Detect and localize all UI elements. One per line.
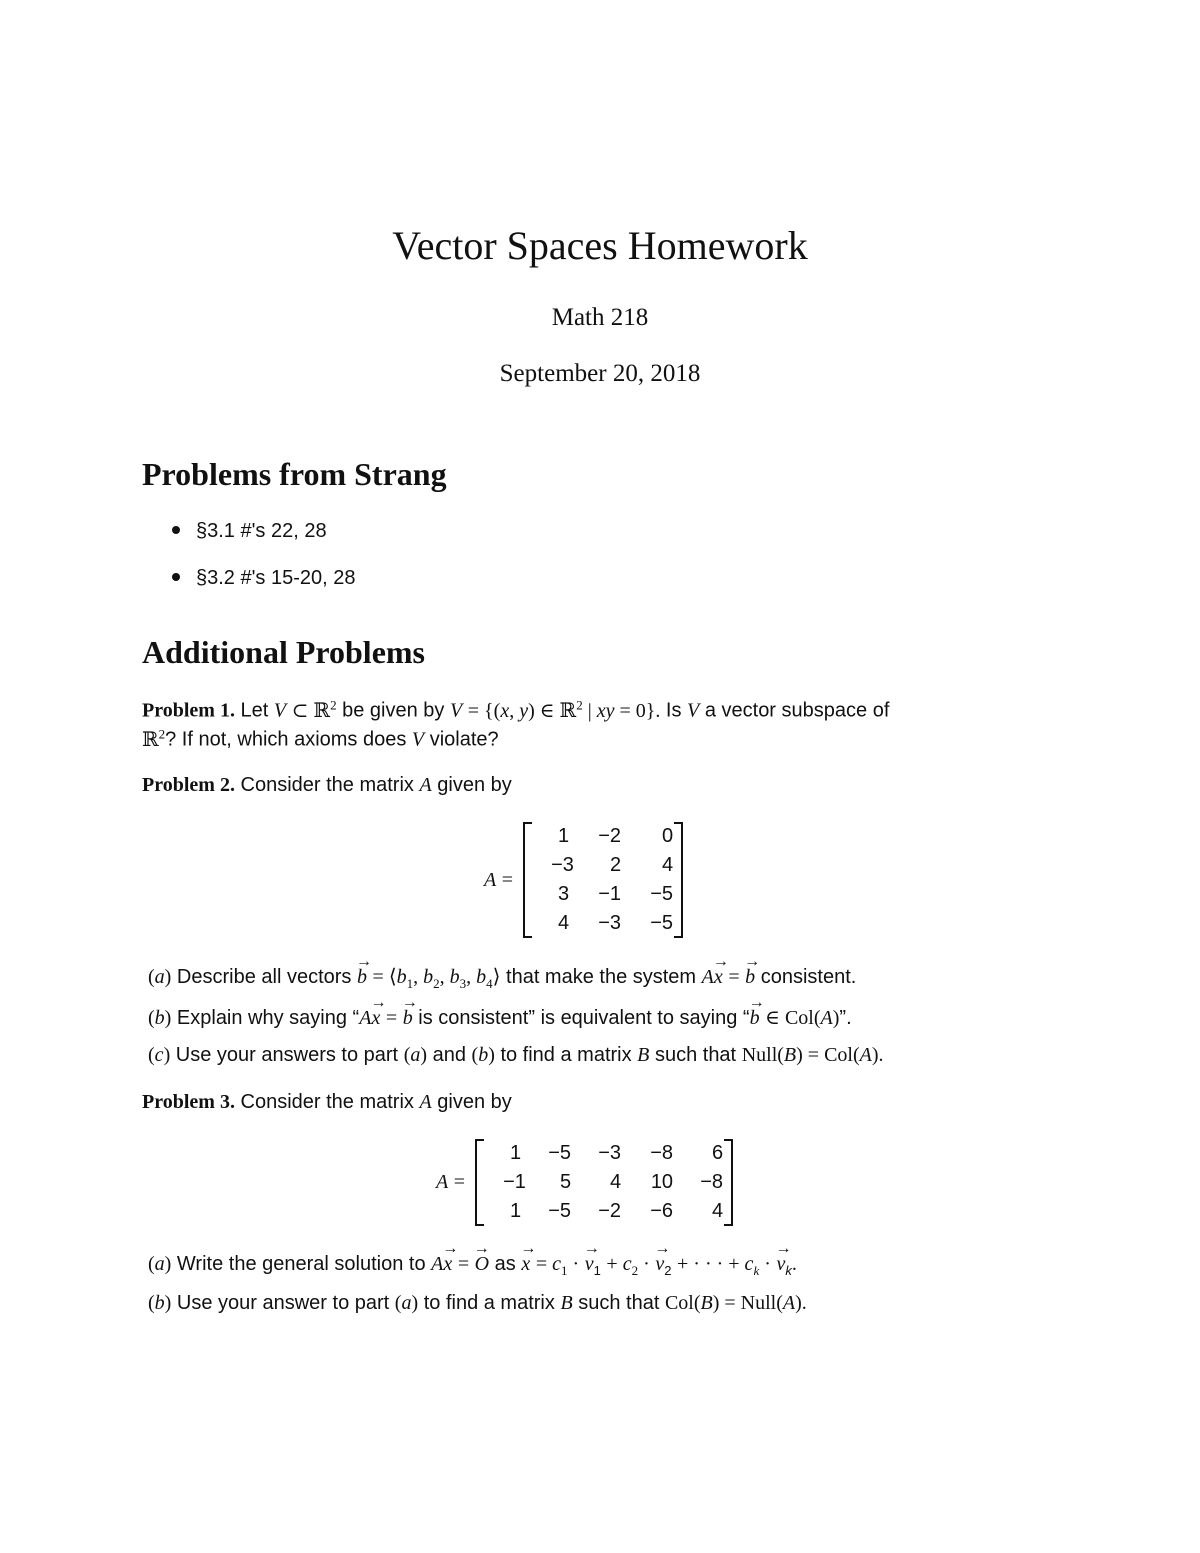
matrix-cell: −5 [548, 1200, 572, 1222]
matrix-cell: 2 [609, 854, 622, 876]
problem-2-part-c: (c) Use your answers to part (a) and (b) to find a matrix B such that Null(B) = Col(A). [148, 1044, 884, 1066]
problem-label: Problem 1. [142, 699, 235, 722]
matrix-cell: −5 [548, 1142, 572, 1164]
matrix-cell: −3 [598, 1142, 622, 1164]
matrix-cell: −1 [503, 1171, 526, 1193]
problem-label: Problem 2. [142, 774, 235, 796]
matrix-cell: 4 [557, 912, 570, 934]
problem-2-intro: Problem 2. Consider the matrix A given by [142, 774, 512, 796]
problem-1-line-1: Problem 1. Let V ⊂ ℝ$^2$ be given by V = {(x, y) ∈ ℝ$^2$ | xy = 0}. Is V a vector subspace of [142, 697, 890, 722]
matrix-cell: −1 [598, 883, 622, 905]
matrix-cell: −6 [650, 1200, 674, 1222]
matrix-cell: 4 [661, 854, 674, 876]
matrix-cell: 1 [509, 1142, 522, 1164]
problem-2-part-a: (a) Describe all vectors → $b = ⟨b_1$, $b_2$, $b_3$, $b_4⟩$ that make the system A→ x = → b consistent. [148, 964, 856, 992]
matrix-cell: −2 [598, 825, 622, 847]
matrix-cell: 5 [559, 1171, 572, 1193]
matrix-cell: −5 [650, 883, 674, 905]
course-name: Math 218 [551, 304, 649, 331]
matrix-cell: −8 [650, 1142, 674, 1164]
left-bracket [475, 1139, 484, 1226]
problem-3-intro: Problem 3. Consider the matrix A given by [142, 1091, 512, 1113]
problem-label: Problem 3. [142, 1091, 235, 1113]
list-item [172, 567, 356, 590]
problem-3-part-b: (b) Use your answer to part (a) to find a matrix B such that Col(B) = Null(A). [148, 1292, 807, 1314]
section-heading-additional: Additional Problems [142, 634, 425, 670]
matrix-a-problem-3: A = 1 −5 −3 −8 6 −1 5 4 10 −8 1 −5 −2 −6 4 [436, 1139, 733, 1226]
left-bracket [523, 822, 532, 938]
matrix-cell: 0 [661, 825, 674, 847]
problem-3-part-a: (a) Write the general solution to A→ x = → O as → $x = c_1$ · → $v_1 + c_2$ · → $v_2$ + · · · + $c_k$ · → $v_k$. [148, 1253, 797, 1279]
problem-1-line-2: ℝ$^2$? If not, which axioms does V violate? [142, 726, 499, 751]
matrix-cell: 10 [650, 1171, 674, 1193]
document-title: Vector Spaces Homework [392, 223, 808, 268]
matrix-cell: 4 [711, 1200, 724, 1222]
matrix-cell: −8 [700, 1171, 724, 1193]
matrix-cell: 1 [557, 825, 570, 847]
bullet-icon [172, 526, 180, 534]
bullet-icon [172, 573, 180, 581]
matrix-cell: −2 [598, 1200, 622, 1222]
list-item [172, 520, 327, 543]
document-date: September 20, 2018 [499, 360, 701, 387]
problem-2-part-b: (b) Explain why saying “A→ x = → b is consistent” is equivalent to saying “→ b ∈ Col(A)”. [148, 1005, 852, 1030]
matrix-cell: 4 [609, 1171, 622, 1193]
list-item-text: §3.2 #'s 15-20, 28 [196, 567, 356, 589]
matrix-cell: −3 [598, 912, 622, 934]
section-heading-strang: Problems from Strang [142, 456, 447, 492]
matrix-cell: −5 [650, 912, 674, 934]
list-item-text: §3.1 #'s 22, 28 [196, 520, 327, 542]
matrix-cell: 6 [711, 1142, 724, 1164]
right-bracket [724, 1139, 733, 1226]
matrix-cell: −3 [551, 854, 574, 876]
matrix-cell: 3 [557, 883, 570, 905]
matrix-cell: 1 [509, 1200, 522, 1222]
matrix-a-problem-2: A = 1 −2 0 −3 2 4 3 −1 −5 4 −3 −5 [484, 822, 683, 938]
right-bracket [674, 822, 683, 938]
